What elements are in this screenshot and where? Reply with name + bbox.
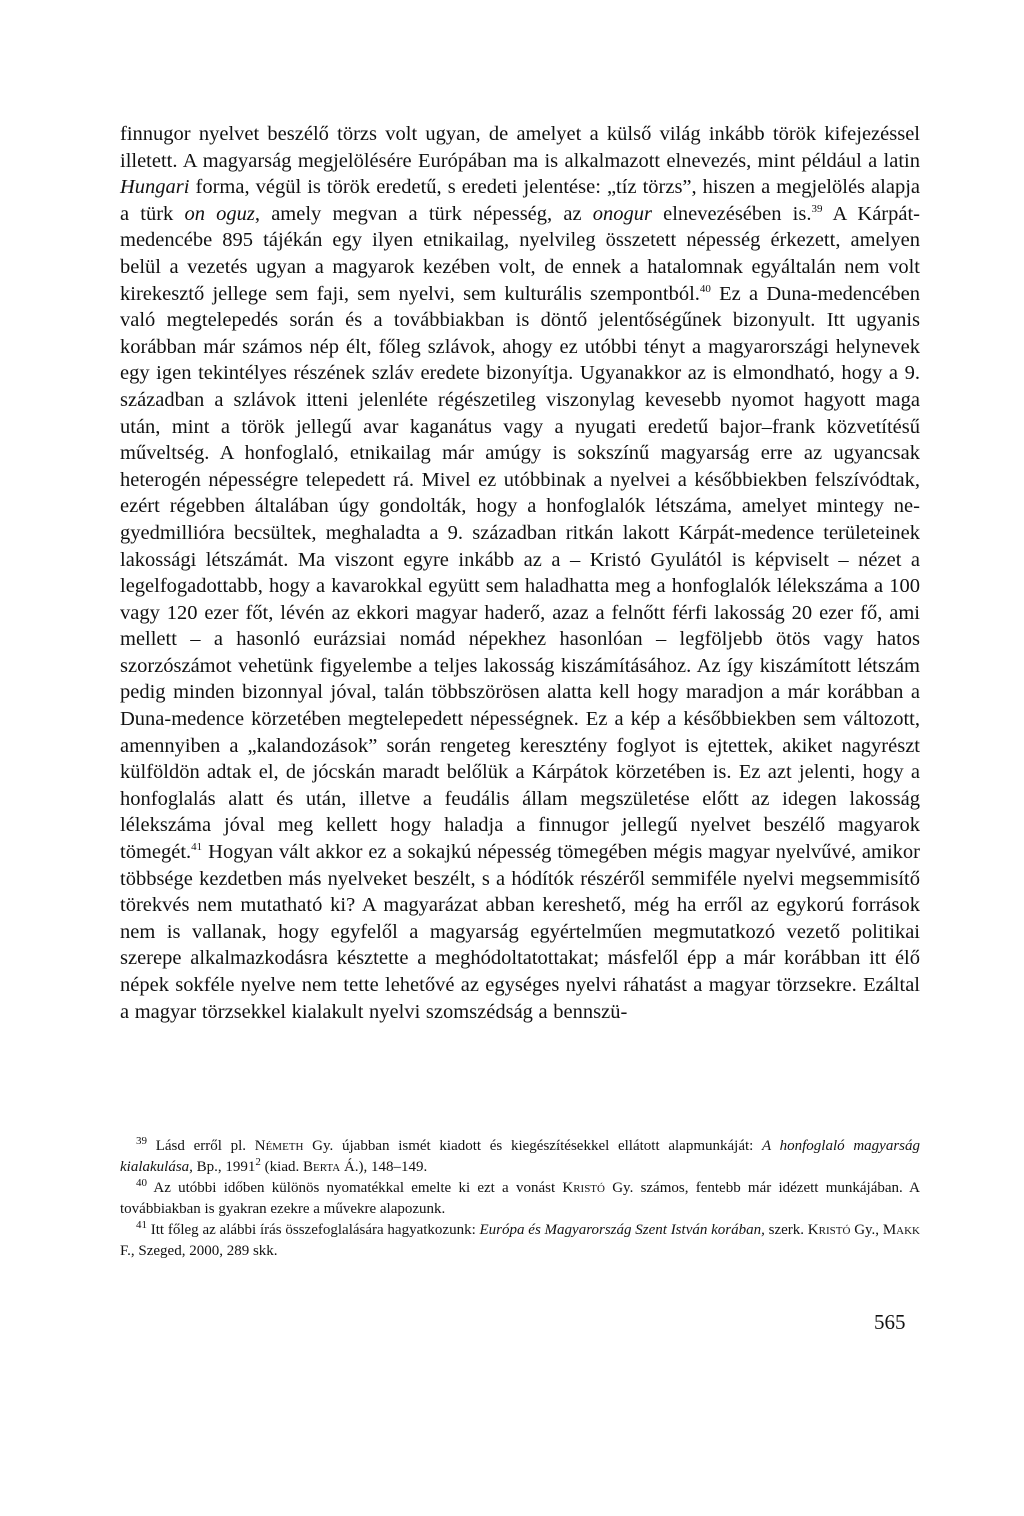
footnote-number: 40 [136, 1177, 147, 1189]
footnote-text: Bp., 1991 [192, 1159, 256, 1175]
footnote-number: 41 [136, 1219, 147, 1231]
footnote-41 [120, 1220, 920, 1262]
text-run: finnugor nyelvet beszélő törzs volt ugyan, de amelyet a külső világ inkább török kifejezéssel illetett. A magyarság megjelölésére Európában ma is alkalmazott elnevezés, mint például a latin [120, 123, 920, 172]
footnote-text: Gy., [850, 1222, 883, 1238]
author-name: Makk [882, 1222, 920, 1238]
footnote-number: 39 [136, 1135, 147, 1147]
footnote-text: szerk. [764, 1222, 808, 1238]
italic-term: onogur [592, 202, 652, 225]
footnote-40 [120, 1178, 920, 1220]
text-run: elnevezésében is. [651, 202, 812, 225]
book-title: Európa és Magyarország Szent István korában, [479, 1222, 765, 1238]
author-name: Kristó [562, 1180, 605, 1196]
author-name: Berta [303, 1159, 341, 1175]
footnote-text: F., Szeged, 2000, 289 skk. [120, 1243, 278, 1259]
text-run: , amely megvan a türk népesség, az [254, 202, 593, 225]
text-run: Hogyan vált akkor ez a sokajkú népesség tömegében mégis magyar nyelvűvé, amikor többsége kezdetben más nyelveket beszélt, s a hódítók részéről semmiféle nyelvi megsemmisítő törekvés nem mutatható ki? A magyarázat abban kereshető, még ha erről az egykorú források nem is vallanak, hogy egyfelől a magyarság egyértelműen megmutatkozó vezető politikai szerepe alkalmazkodásra késztette a meghódoltatottakat; másfelől épp a már korábban itt élő népek sokféle nyelve nem tette lehetővé az egységes nyelvi ráhatást a magyar törzsekre. Ezáltal a magyar törzsekkel kialakult nyelvi szomszédság a bennszü- [120, 841, 920, 1023]
italic-term: Hungari [120, 176, 190, 199]
footnote-ref-39[interactable]: 39 [811, 202, 823, 215]
author-name: Kristó [807, 1222, 851, 1238]
edition-superscript: 2 [255, 1156, 261, 1168]
footnote-text: Az utóbbi időben különös nyomatékkal emelte ki ezt a vonást [147, 1180, 563, 1196]
page-number: 565 [874, 1310, 906, 1334]
footnote-text: Lásd erről pl. [147, 1138, 255, 1154]
footnote-text: Gy. számos, fentebb már idézett munkájában. A továbbiakban is gyakran ezekre a művekre alapozunk. [120, 1180, 920, 1217]
footnote-ref-41[interactable]: 41 [191, 841, 203, 854]
footnote-text: Á.), 148–149. [340, 1159, 428, 1175]
footnotes [120, 1136, 920, 1262]
text-run: Ez a Duna-medencében való megtelepedés során és a továbbiakban is döntő jelentőségűnek bizonyult. Itt ugyanis korábban már számos nép élt, főleg szlávok, ahogy ez utóbbi tényt a magyarországi helynevek egy igen tekintélyes részének szláv eredete bizonyítja. Ugyanakkor az is elmondható, hogy a 9. században a szlávok itteni jelenléte régészetileg viszonylag kevesebb nyomot hagyott maga után, mint a török jellegű avar kaganátus vagy a nyugati eredetű bajor–frank közvetítésű műveltség. A honfoglaló, etnikailag már amúgy is sokszínű magyarság erre az ugyancsak heterogén népességre telepedett rá. Mivel ez utóbbinak a nyelvei a későbbiekben felszívódtak, ezért régebben általában úgy gondolták, hogy a honfoglalók létszáma, amelyet mintegy negyedmillióra becsültek, meghaladta a 9. században ritkán lakott Kárpát-medence területeinek lakossági létszámát. Ma viszont egyre inkább az a – Kristó Gyulától is képviselt – nézet a legelfogadottabb, hogy a kavarokkal együtt sem haladhatta meg a honfoglalók lélekszáma a 100 vagy 120 ezer főt, lévén az ekkori magyar haderő, azaz a felnőtt férfi lakosság 20 ezer fő, ami mellett – a hasonló eurázsiai nomád népekhez hasonlóan – legföljebb ötös vagy hatos szorzószámot vehetünk figyelembe a teljes lakosság kiszámításához. Az így kiszámított létszám pedig minden bizonnyal jóval, talán többszörösen alatta kell hogy maradjon a már korábban a Duna-medence körzetében megtelepedett népességnek. Ez a kép a későbbiekben sem változott, amennyiben a „kalandozások” során rengeteg keresztény foglyot is ejtettek, akiket nagyrészt külföldön adtak el, de jócskán maradt belőlük a Kárpátok körzetében is. Ez azt jelenti, hogy a honfoglalás alatt és után, illetve a feudális állam megszületése előtt az idegen lakosság lélekszáma jóval meg kellett hogy haladja a finnugor jellegű nyelvet beszélő magyarok tömegét. [120, 282, 921, 864]
text-run: forma, végül is török eredetű, s eredeti jelentése: „tíz törzs”, hiszen a megjelölés alapja a türk [120, 176, 920, 225]
author-name: Németh [254, 1138, 304, 1154]
text-run: A Kárpát-medencébe 895 tájékán egy ilyen etnikailag, nyelvileg összetett népesség érkezett, amelyen belül a vezetés ugyan a magyarok kezében volt, de ennek a hatalomnak egyáltalán nem volt kirekesztő jellege sem faji, sem nyelvi, sem kulturális szempontból. [120, 202, 920, 305]
footnote-text: (kiad. [260, 1159, 303, 1175]
italic-term: on oguz [184, 202, 255, 225]
footnote-39 [120, 1136, 920, 1178]
footnote-text: Gy. újabban ismét kiadott és kiegészítésekkel ellátott alapmunkáját: [303, 1138, 763, 1154]
main-text [120, 121, 920, 1025]
footnote-text: Itt főleg az alábbi írás összefoglalására hagyatkozunk: [147, 1222, 480, 1238]
footnote-ref-40[interactable]: 40 [699, 282, 711, 295]
book-title: A honfoglaló magyarság kialakulása, [120, 1138, 921, 1175]
